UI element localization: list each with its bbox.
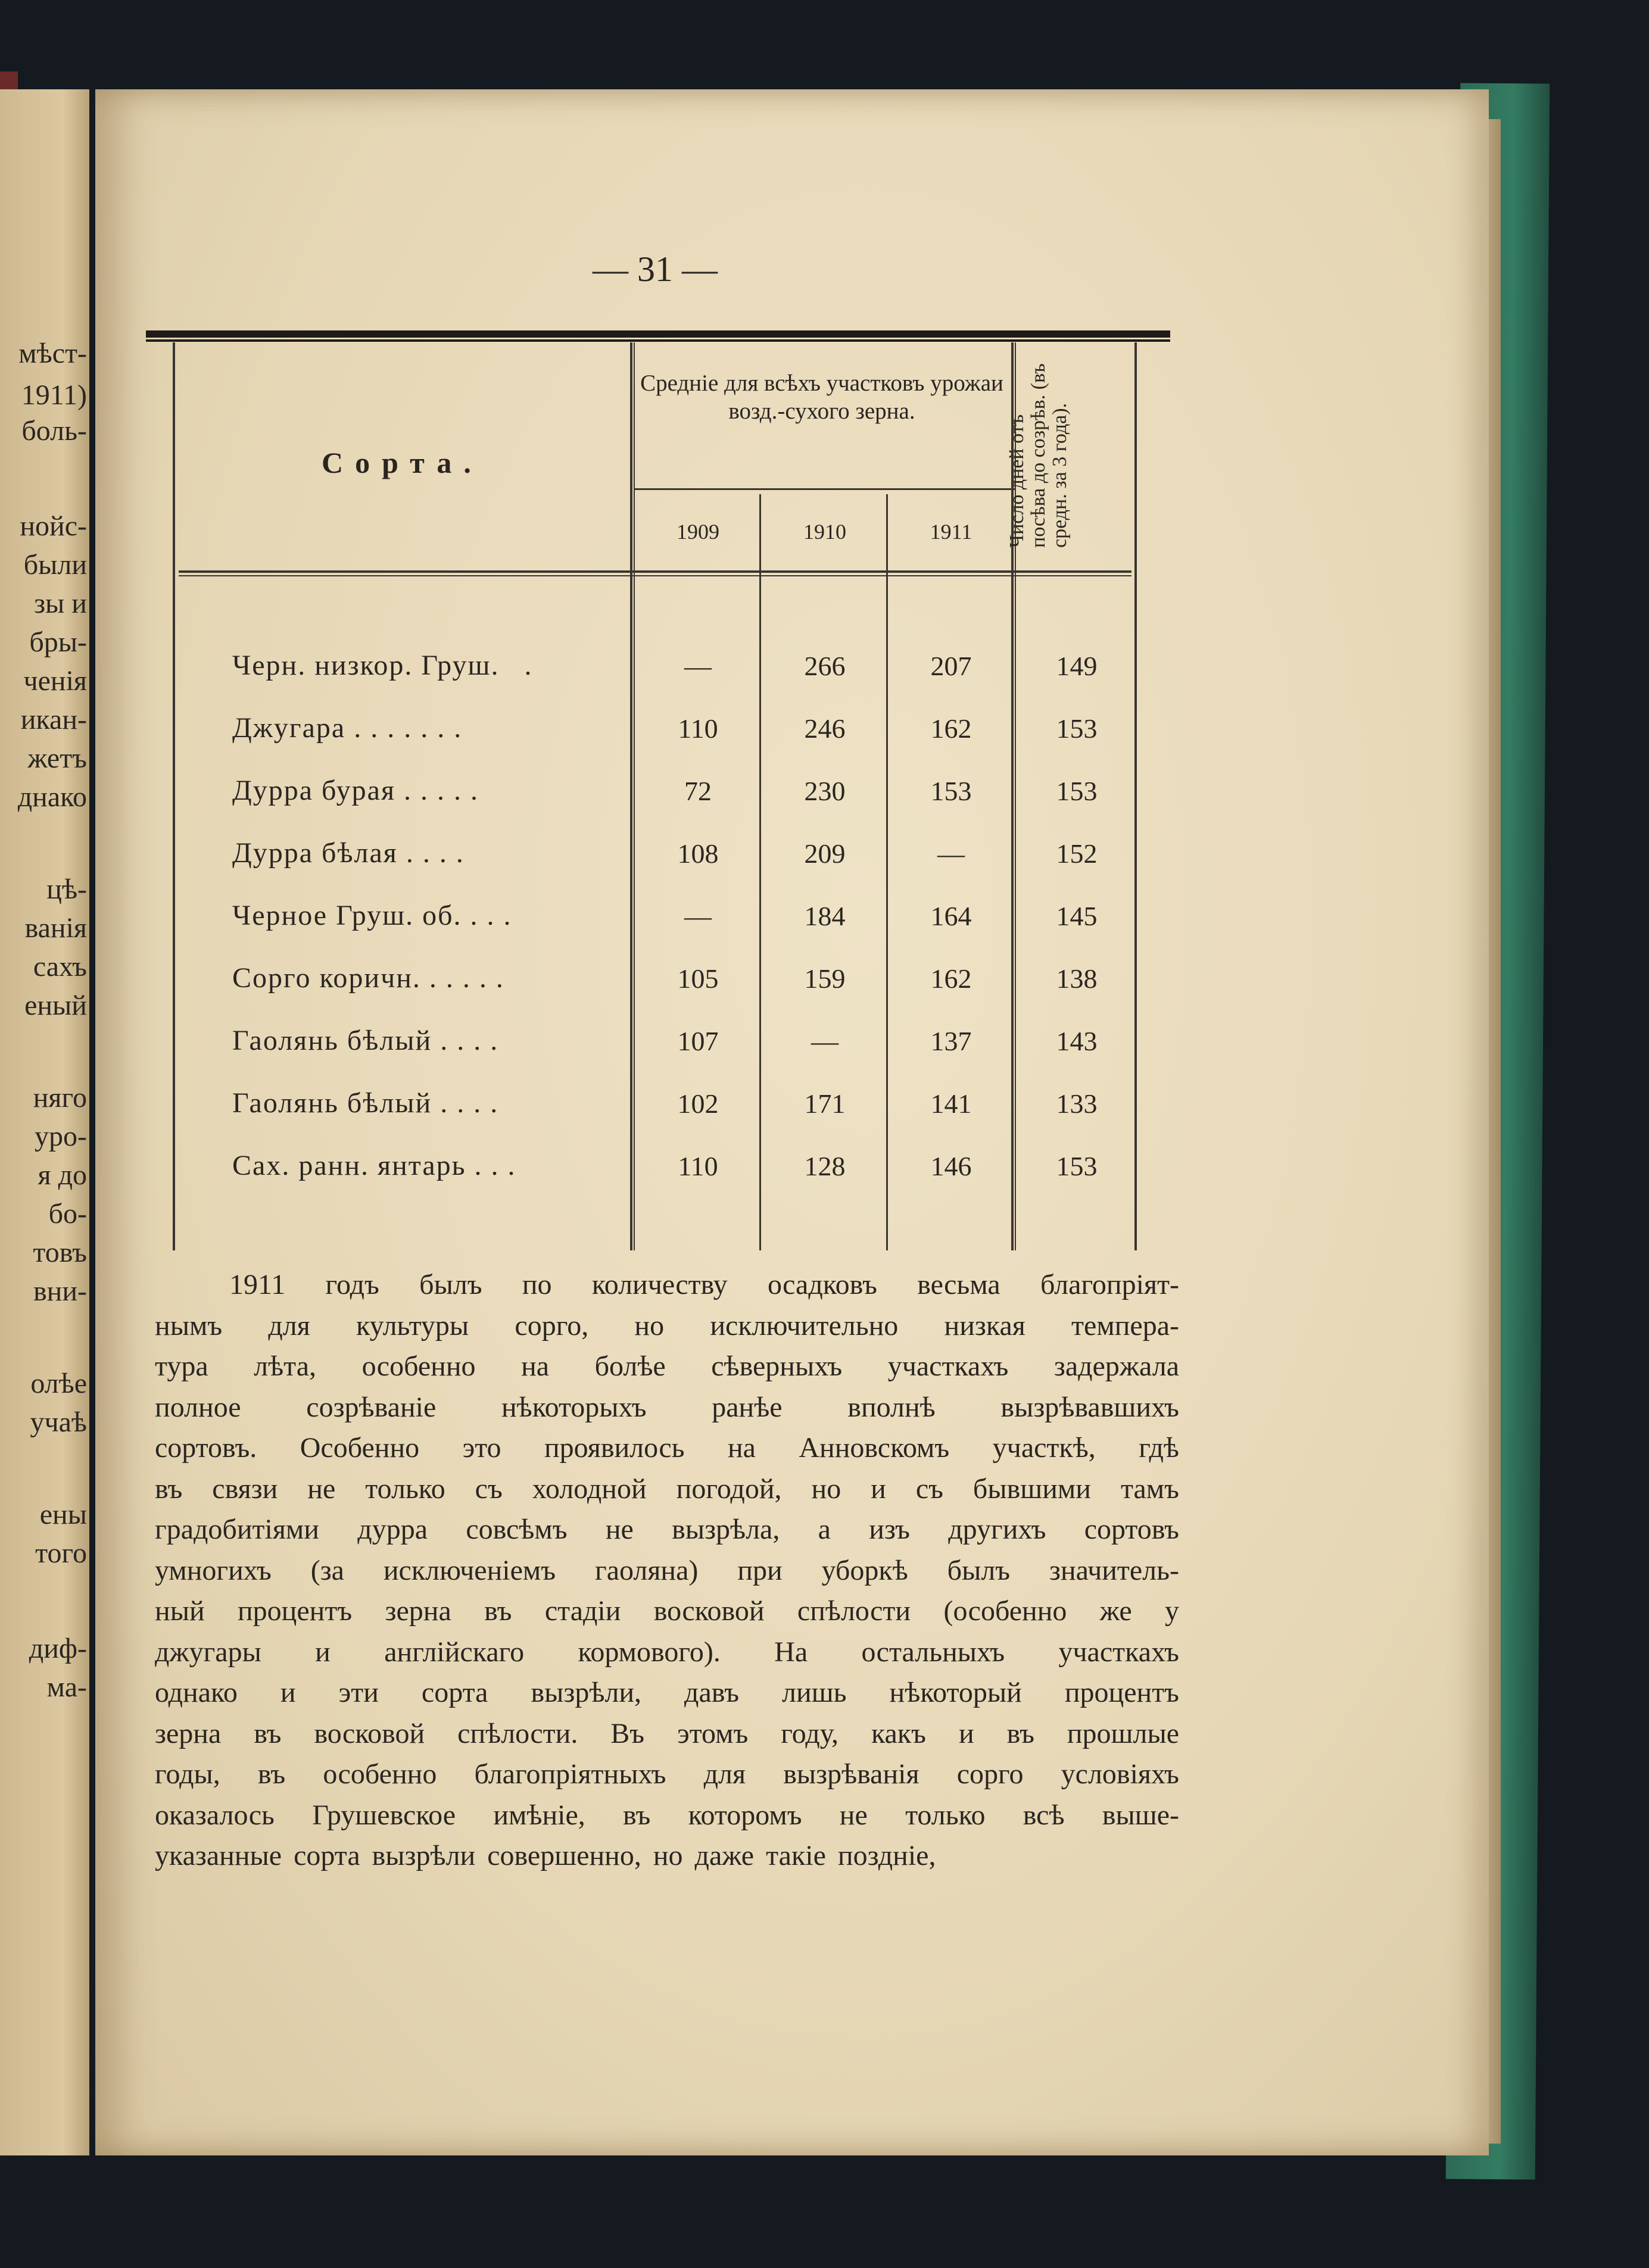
cell-1911: 207: [930, 651, 972, 681]
cell-1910: 128: [804, 1151, 846, 1181]
cell-1910: 246: [804, 713, 846, 744]
cell-1911: 164: [930, 901, 972, 931]
previous-page-text: боль-: [21, 415, 87, 447]
previous-page-text: учаѣ: [30, 1406, 87, 1438]
previous-page-text: я до: [38, 1159, 87, 1191]
cell-days: 138: [1056, 963, 1098, 994]
variety-name: Дурра бурая . . . . .: [232, 775, 479, 806]
header-year-1909: 1909: [677, 520, 719, 544]
cell-days: 153: [1056, 776, 1098, 806]
paragraph-line: ный процентъ зерна въ стадіи восковой спѣлости (особенно же у: [155, 1595, 1179, 1627]
paragraph-line: оказалось Грушевское имѣніе, въ которомъ не только всѣ выше-: [155, 1799, 1179, 1831]
variety-name: Черн. низкор. Груш. .: [232, 650, 533, 681]
cell-1909: 108: [677, 838, 719, 869]
previous-page-text: икан-: [20, 704, 87, 735]
table-divider-1909: [759, 494, 761, 1250]
table-top-rule-thin: [146, 339, 1170, 342]
cell-1910: 159: [804, 963, 846, 994]
previous-page-text: бры-: [29, 626, 87, 658]
cell-1910: 230: [804, 776, 846, 806]
cell-1909: 72: [684, 776, 712, 806]
cell-days: 152: [1056, 838, 1098, 869]
previous-page-edge: [0, 89, 89, 2155]
cell-1911: 137: [930, 1026, 972, 1056]
cell-days: 149: [1056, 651, 1098, 681]
previous-page-text: цѣ-: [46, 873, 87, 905]
cell-1909: 102: [677, 1088, 719, 1119]
header-yield: Средніе для всѣхъ участковъ урожаи возд.-сухого зерна.: [640, 370, 1003, 424]
paragraph-line: въ связи не только съ холодной погодой, но и съ бывшими тамъ: [155, 1473, 1179, 1505]
table-header-rule-thin: [179, 575, 1131, 576]
cell-1911: 146: [930, 1151, 972, 1181]
paragraph-line: градобитіями дурра совсѣмъ не вызрѣла, а изъ другихъ сортовъ: [155, 1514, 1179, 1545]
previous-page-text: 1911): [21, 379, 87, 411]
cell-1911: 153: [930, 776, 972, 806]
header-days: Число дней отъ посѣва до созрѣв. (въ средн. за 3 года).: [1006, 363, 1071, 548]
previous-page-text: ма-: [46, 1671, 87, 1703]
cell-1910: 184: [804, 901, 846, 931]
previous-page-text: ены: [39, 1499, 87, 1530]
variety-name: Дурра бѣлая . . . .: [232, 837, 465, 869]
previous-page-text: зы и: [34, 588, 87, 619]
table-divider-variety: [630, 342, 632, 1250]
paragraph-line: полное созрѣваніе нѣкоторыхъ ранѣе вполнѣ вызрѣвавшихъ: [155, 1391, 1179, 1423]
table-left-border: [173, 342, 175, 1250]
header-year-1911: 1911: [930, 520, 972, 544]
cell-1909: —: [684, 651, 712, 681]
previous-page-text: товъ: [33, 1237, 87, 1268]
cell-1911: —: [937, 838, 965, 869]
table-divider-variety-thin: [634, 342, 635, 1250]
cell-1910: 171: [804, 1088, 846, 1119]
paragraph-line: нымъ для культуры сорго, но исключительно низкая темпера-: [155, 1309, 1179, 1342]
previous-page-text: еный: [24, 990, 87, 1021]
table-divider-1910: [886, 494, 888, 1250]
paragraph-line: зерна въ восковой спѣлости. Въ этомъ году, какъ и въ прошлые: [155, 1717, 1179, 1749]
table-top-rule: [146, 330, 1170, 338]
cell-1909: 107: [677, 1026, 719, 1056]
previous-page-text: ванія: [24, 912, 87, 944]
previous-page-text: ченія: [23, 665, 87, 697]
previous-page-text: диф-: [29, 1633, 87, 1664]
cell-1910: 209: [804, 838, 846, 869]
variety-name: Сорго коричн. . . . . .: [232, 962, 504, 994]
cell-1909: 110: [678, 1151, 718, 1181]
header-year-1910: 1910: [803, 520, 846, 544]
paragraph-line: сортовъ. Особенно это проявилось на Анновскомъ участкѣ, гдѣ: [155, 1432, 1179, 1464]
paragraph-line: тура лѣта, особенно на болѣе сѣверныхъ участкахъ задержала: [155, 1350, 1179, 1382]
header-variety: Сорта.: [322, 446, 483, 479]
cell-1909: 110: [678, 713, 718, 744]
variety-name: Джугара . . . . . . .: [232, 712, 463, 744]
previous-page-text: были: [23, 549, 87, 581]
cell-1910: 266: [804, 651, 846, 681]
cell-1911: 141: [930, 1088, 972, 1119]
paragraph-line: умногихъ (за исключеніемъ гаоляна) при уборкѣ былъ значитель-: [155, 1554, 1179, 1586]
previous-page-text: сахъ: [33, 951, 87, 982]
table-years-rule: [634, 488, 1015, 490]
previous-page-text: жетъ: [27, 743, 87, 774]
cell-days: 143: [1056, 1026, 1098, 1056]
previous-page-text: олѣе: [30, 1368, 87, 1399]
cell-1911: 162: [930, 963, 972, 994]
paragraph-line: джугары и англійскаго кормового). На остальныхъ участкахъ: [155, 1636, 1179, 1668]
cell-1909: 105: [677, 963, 719, 994]
paragraph-line: указанные сорта вызрѣли совершенно, но даже такіе поздніе,: [155, 1840, 936, 1871]
previous-page-text: бо-: [48, 1198, 87, 1230]
previous-page-text: вни-: [33, 1275, 87, 1307]
cell-1909: —: [684, 901, 712, 931]
paragraph-line: годы, въ особенно благопріятныхъ для вызрѣванія сорго условіяхъ: [155, 1758, 1179, 1790]
previous-page-text: того: [35, 1537, 87, 1569]
cell-days: 153: [1056, 713, 1098, 744]
cell-1911: 162: [930, 713, 972, 744]
variety-name: Черное Груш. об. . . .: [232, 900, 512, 931]
paragraph-line: однако и эти сорта вызрѣли, давъ лишь нѣкоторый процентъ: [155, 1677, 1179, 1708]
variety-name: Гаолянь бѣлый . . . .: [232, 1025, 499, 1056]
previous-page-text: мѣст-: [18, 338, 87, 369]
cell-days: 153: [1056, 1151, 1098, 1181]
cell-1910: —: [811, 1026, 838, 1056]
variety-name: Гаолянь бѣлый . . . .: [232, 1087, 499, 1119]
previous-page-text: няго: [33, 1082, 87, 1113]
previous-page-text: днако: [17, 781, 87, 813]
previous-page-text: уро-: [35, 1121, 87, 1152]
table-header-rule: [179, 570, 1131, 573]
variety-name: Сах. ранн. янтарь . . .: [232, 1150, 516, 1181]
cell-days: 133: [1056, 1088, 1098, 1119]
page-number: — 31 —: [593, 249, 718, 289]
cell-days: 145: [1056, 901, 1098, 931]
paragraph-line: 1911 годъ былъ по количеству осадковъ весьма благопріят-: [229, 1269, 1179, 1300]
previous-page-text: нойс-: [20, 510, 87, 542]
